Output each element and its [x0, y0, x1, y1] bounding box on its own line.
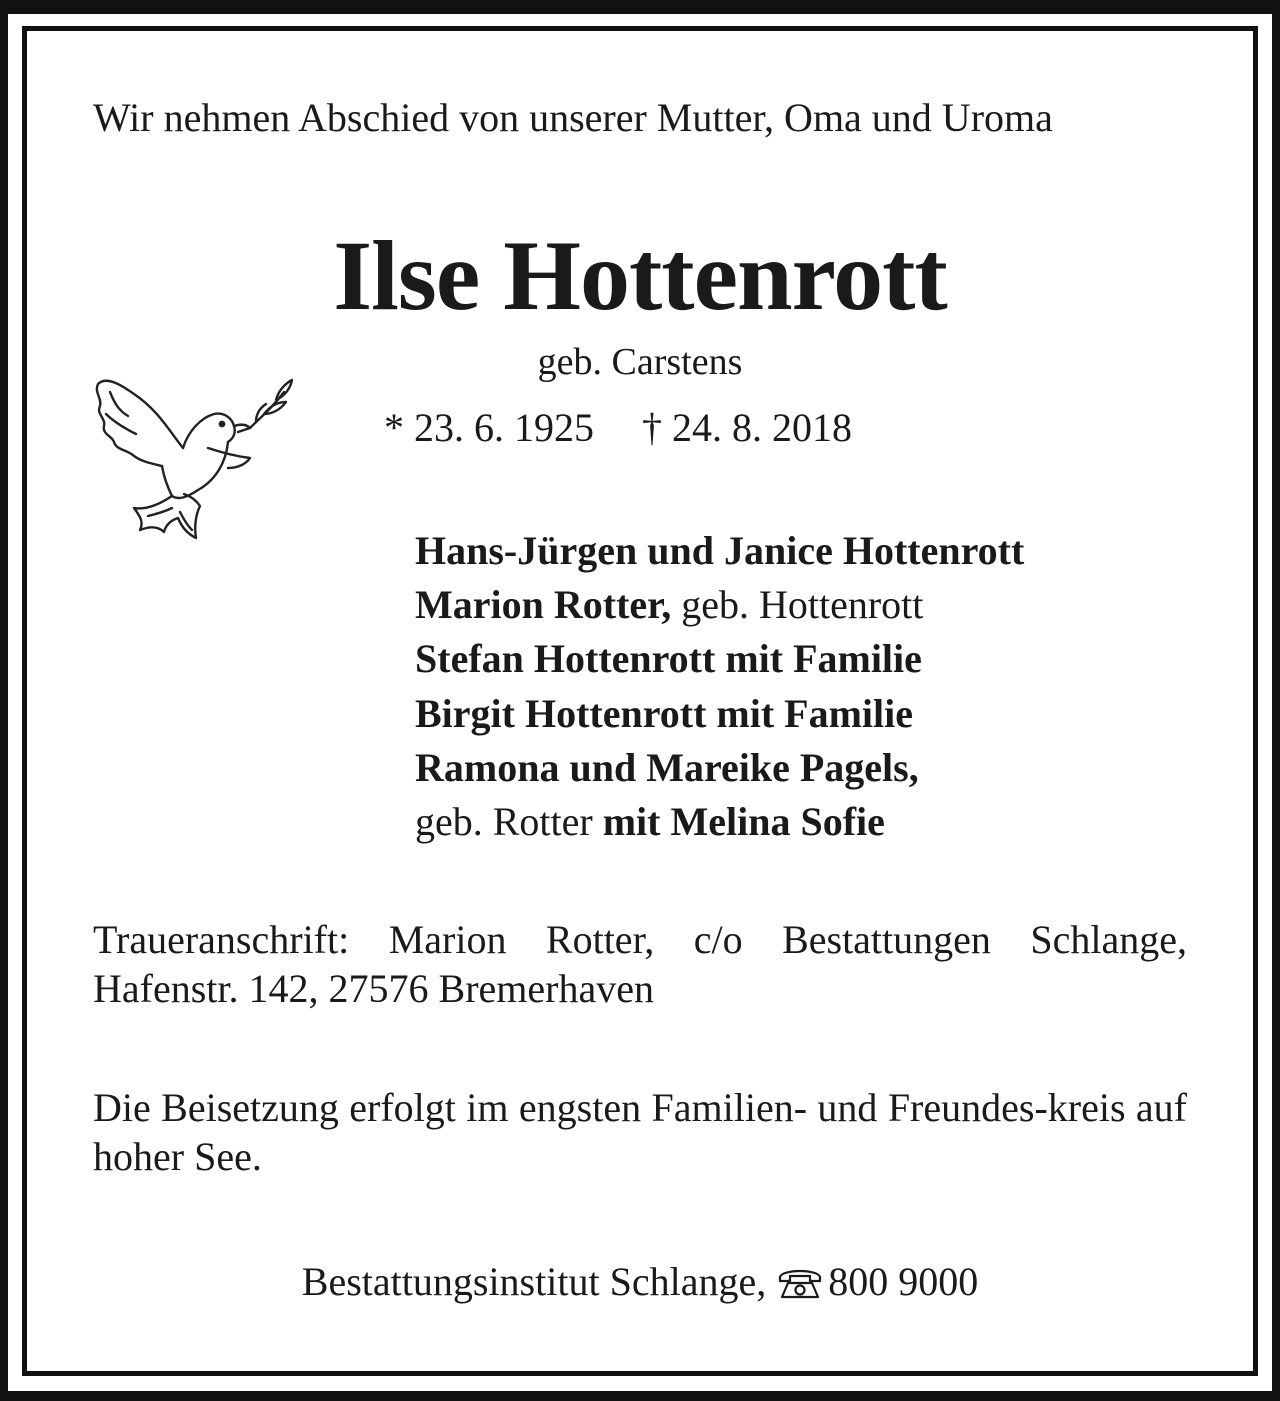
telephone-icon: [776, 1265, 824, 1299]
deceased-name: Ilse Hottenrott: [333, 220, 947, 331]
phone-number: 800 9000: [828, 1259, 979, 1304]
mourner-line: Ramona und Mareike Pagels,: [415, 744, 919, 790]
mourners-list: [415, 524, 1024, 849]
funeral-home: [0, 1258, 1280, 1305]
mourner-line: geb. Rotter mit Melina Sofie: [415, 799, 885, 845]
birth-date: * 23. 6. 1925: [384, 405, 594, 450]
mourner-line: Stefan Hottenrott mit Familie: [415, 636, 922, 682]
mourner-line: Marion Rotter, geb. Hottenrott: [415, 582, 924, 628]
mourner-line: Birgit Hottenrott mit Familie: [415, 690, 914, 736]
mourner-line: Hans-Jürgen und Janice Hottenrott: [415, 528, 1025, 573]
burial-note: Die Beisetzung erfolgt im engsten Familien- und Freundes-kreis auf hoher See.: [93, 1085, 1187, 1179]
funeral-home-name: Bestattungsinstitut Schlange,: [301, 1259, 767, 1304]
death-date: † 24. 8. 2018: [642, 405, 852, 450]
maiden-name: geb. Carstens: [537, 341, 743, 383]
intro-text: Wir nehmen Abschied von unserer Mutter, Oma und Uroma: [93, 95, 1053, 140]
life-dates: [384, 404, 852, 451]
dove-icon: [88, 362, 302, 544]
mourning-address: Traueranschrift: Marion Rotter, c/o Bestattungen Schlange, Hafenstr. 142, 27576 Bremerhaven: [93, 917, 1187, 1011]
